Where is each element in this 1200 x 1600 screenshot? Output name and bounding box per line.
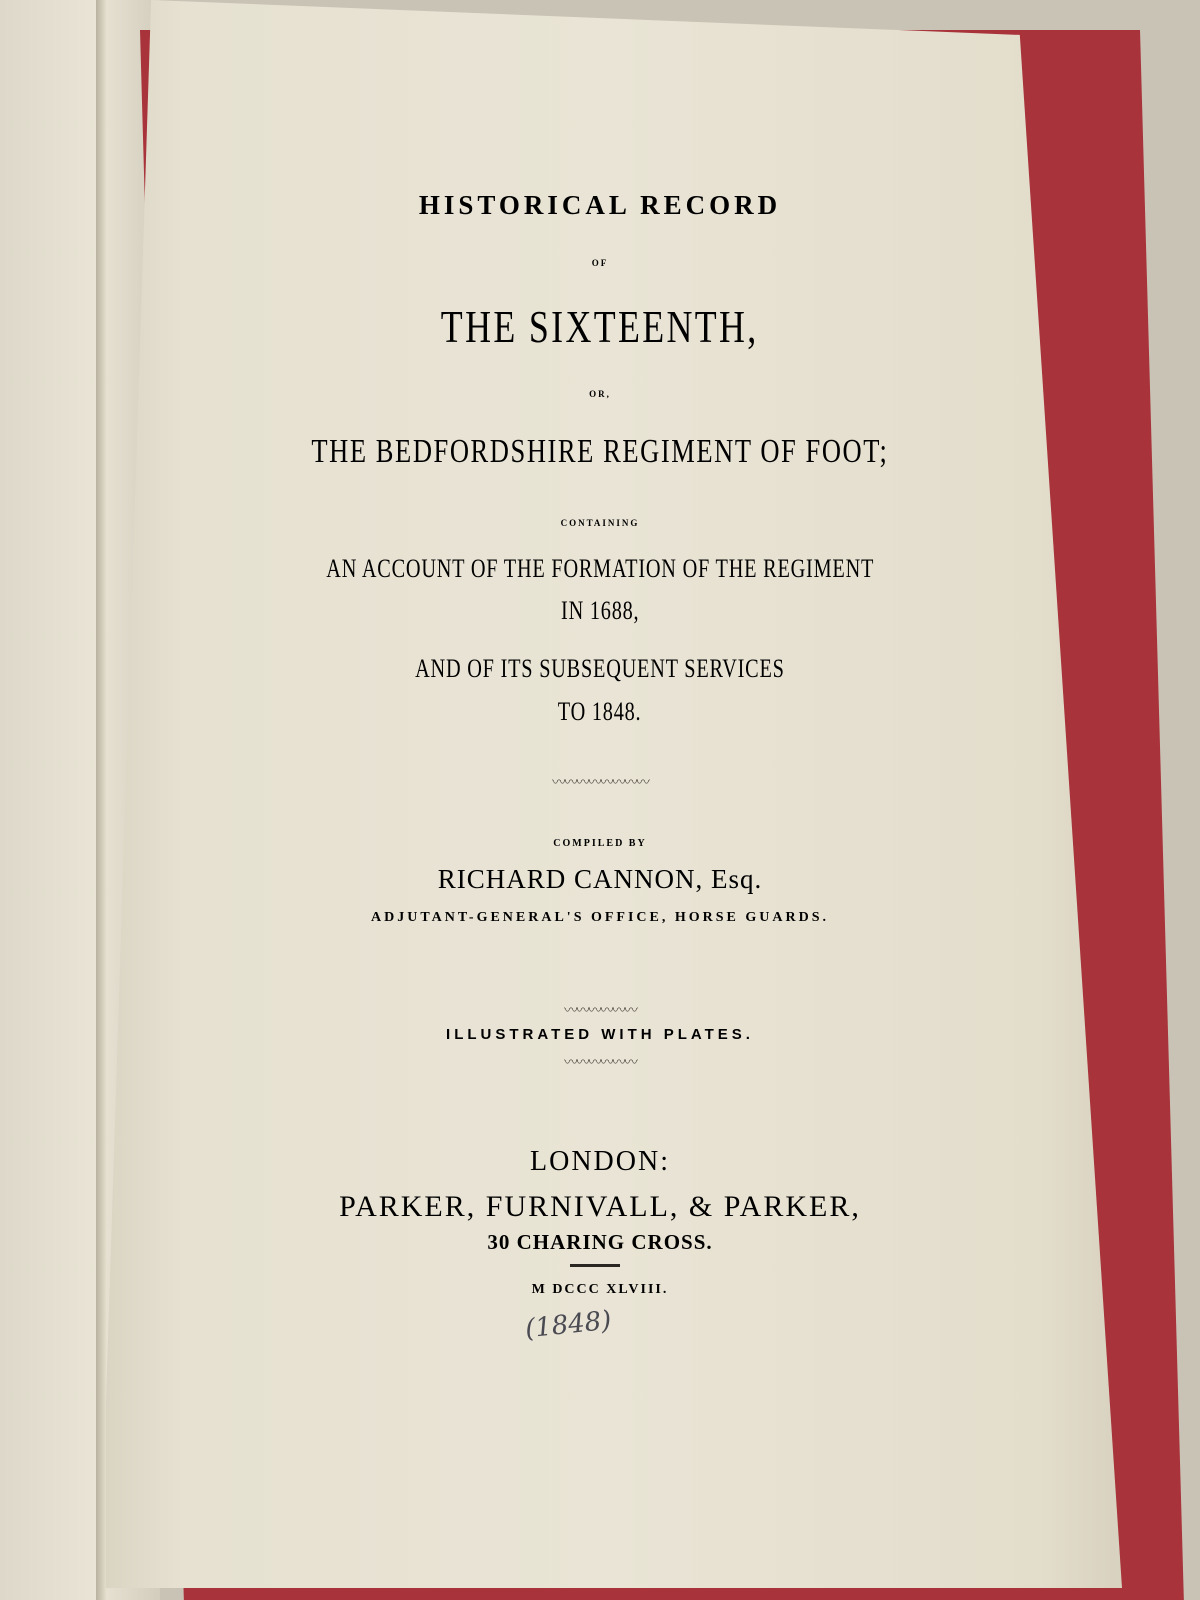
imprint-city: LONDON:	[530, 1146, 670, 1177]
services-line-2-text: TO 1848.	[558, 697, 642, 726]
connector-of: OF	[591, 258, 609, 268]
services-line-1	[0, 654, 1200, 684]
connector-or: OR,	[589, 389, 611, 399]
title-page	[100, 0, 1122, 1588]
author-office: ADJUTANT-GENERAL'S OFFICE, HORSE GUARDS.	[371, 910, 829, 925]
ornament-divider-1: 〰〰〰〰〰〰〰〰	[552, 776, 648, 791]
regiment-subtitle-text: THE BEDFORDSHIRE REGIMENT OF FOOT;	[311, 433, 889, 470]
imprint-rule	[570, 1264, 620, 1267]
author-name: RICHARD CANNON, Esq.	[437, 864, 763, 894]
compiled-by: COMPILED BY	[553, 838, 647, 849]
services-line-2	[0, 697, 1200, 727]
connector-containing: CONTAINING	[560, 518, 640, 528]
account-line-1-text: AN ACCOUNT OF THE FORMATION OF THE REGIMENT	[326, 554, 874, 583]
handwritten-year-note: (1848)	[523, 1305, 613, 1345]
account-line-1	[0, 554, 1200, 584]
imprint-publisher: PARKER, FURNIVALL, & PARKER,	[339, 1190, 861, 1223]
main-title	[0, 300, 1200, 353]
illustrated-with-plates: ILLUSTRATED WITH PLATES.	[446, 1026, 754, 1043]
services-line-1-text: AND OF ITS SUBSEQUENT SERVICES	[415, 654, 785, 683]
imprint-year: M DCCC XLVIII.	[531, 1282, 669, 1297]
account-line-2-text: IN 1688,	[560, 596, 640, 625]
page-gutter	[96, 0, 106, 1600]
ornament-divider-3: 〰〰〰〰〰〰	[564, 1056, 636, 1071]
heading-historical-record: HISTORICAL RECORD	[418, 190, 782, 220]
ornament-divider-2: 〰〰〰〰〰〰	[564, 1004, 636, 1019]
main-title-text: THE SIXTEENTH,	[441, 301, 759, 352]
account-line-2	[0, 596, 1200, 626]
imprint-address: 30 CHARING CROSS.	[487, 1230, 713, 1254]
regiment-subtitle	[0, 433, 1200, 471]
